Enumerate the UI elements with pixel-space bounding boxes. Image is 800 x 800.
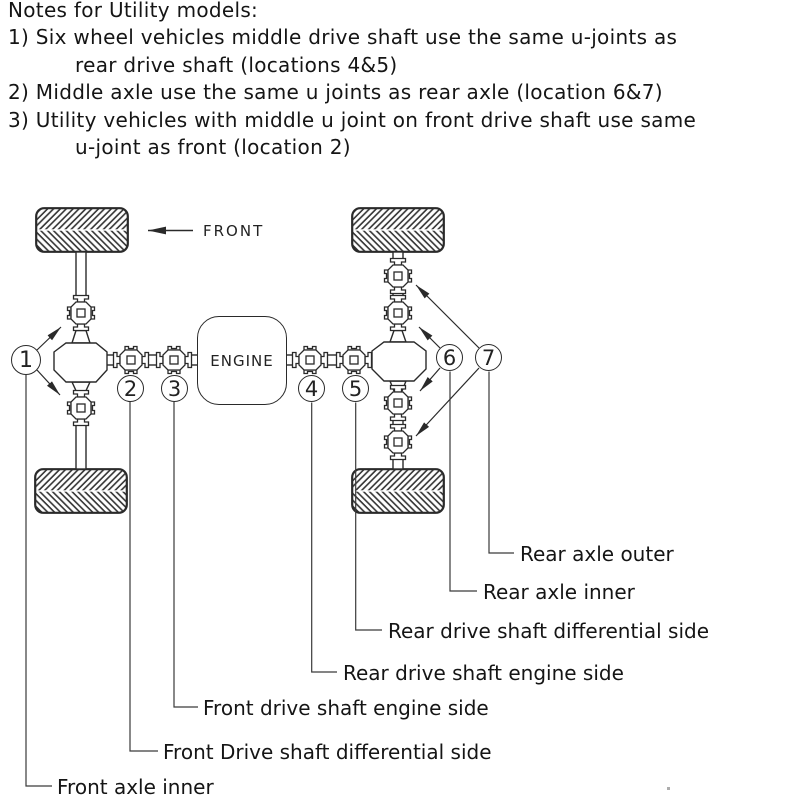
callout-label-front-drive-shaft-diff-side: Front Drive shaft differential side [163, 740, 492, 764]
arrow-1-upper [37, 327, 61, 350]
u-joint-front-axle-lower [68, 391, 95, 426]
leader-lines [26, 372, 514, 787]
u-joint-rear-shaft-engine-side [293, 347, 328, 374]
u-joint-rear-axle-upper-inner [385, 296, 412, 331]
u-joint-rear-shaft-diff-side [337, 347, 372, 374]
note-line-2: 2) Middle axle use the same u joints as rear axle (location 6&7) [8, 80, 663, 105]
front-axle-lower-shaft [76, 424, 86, 469]
front-right-wheel [35, 469, 127, 513]
notes-title: Notes for Utility models: [8, 0, 259, 22]
leader-6 [450, 372, 477, 592]
callout-label-rear-axle-inner: Rear axle inner [483, 580, 635, 604]
u-joint-front-shaft-diff-side [114, 347, 149, 374]
callout-label-rear-drive-shaft-diff-side: Rear drive shaft differential side [388, 619, 709, 643]
callout-label-front-drive-shaft-engine-side: Front drive shaft engine side [203, 696, 489, 720]
callout-label-front-axle-inner: Front axle inner [57, 775, 214, 799]
arrow-7-lower [416, 368, 479, 436]
front-left-wheel [36, 208, 128, 252]
arrow-1-lower [37, 370, 60, 395]
callout-badge-4: 4 [298, 375, 325, 402]
rear-left-wheel [352, 208, 444, 252]
arrow-7-upper [416, 285, 479, 348]
front-differential [54, 331, 107, 391]
note-line-1b: rear drive shaft (locations 4&5) [75, 52, 398, 77]
callout-badge-1: 1 [11, 345, 41, 375]
callout-badge-2: 2 [117, 375, 144, 402]
leader-2 [130, 402, 158, 751]
callout-badge-6: 6 [436, 344, 463, 371]
arrow-6-upper [419, 327, 440, 348]
leader-5 [356, 403, 382, 631]
note-line-3: 3) Utility vehicles with middle u joint on front drive shaft use same [8, 107, 697, 132]
u-joint-rear-axle-upper-outer [385, 259, 412, 294]
notes-block [8, 0, 796, 161]
leader-3 [174, 402, 198, 707]
front-axle-upper-shaft [76, 252, 86, 297]
u-joint-rear-axle-lower-inner [385, 386, 412, 421]
stray-mark [667, 787, 670, 790]
leader-7 [489, 372, 514, 554]
leader-1 [26, 375, 52, 786]
u-joint-front-axle-upper [68, 296, 95, 331]
callout-badge-5: 5 [342, 375, 369, 402]
callout-label-rear-axle-outer: Rear axle outer [520, 542, 674, 566]
u-joint-front-shaft-engine-side [157, 347, 192, 374]
engine-block [197, 316, 287, 405]
callout-badge-3: 3 [161, 375, 188, 402]
front-direction-label: FRONT [203, 222, 265, 240]
callout-label-rear-drive-shaft-engine-side: Rear drive shaft engine side [343, 661, 624, 685]
rear-differential [372, 331, 426, 392]
note-line-1: 1) Six wheel vehicles middle drive shaft use the same u-joints as [8, 25, 678, 50]
engine-label: ENGINE [210, 351, 274, 370]
callout-badge-7: 7 [475, 344, 502, 371]
note-line-3b: u-joint as front (location 2) [75, 135, 351, 160]
leader-4 [312, 403, 337, 673]
u-joint-rear-axle-lower-outer [385, 425, 412, 460]
rear-right-wheel [352, 469, 444, 513]
